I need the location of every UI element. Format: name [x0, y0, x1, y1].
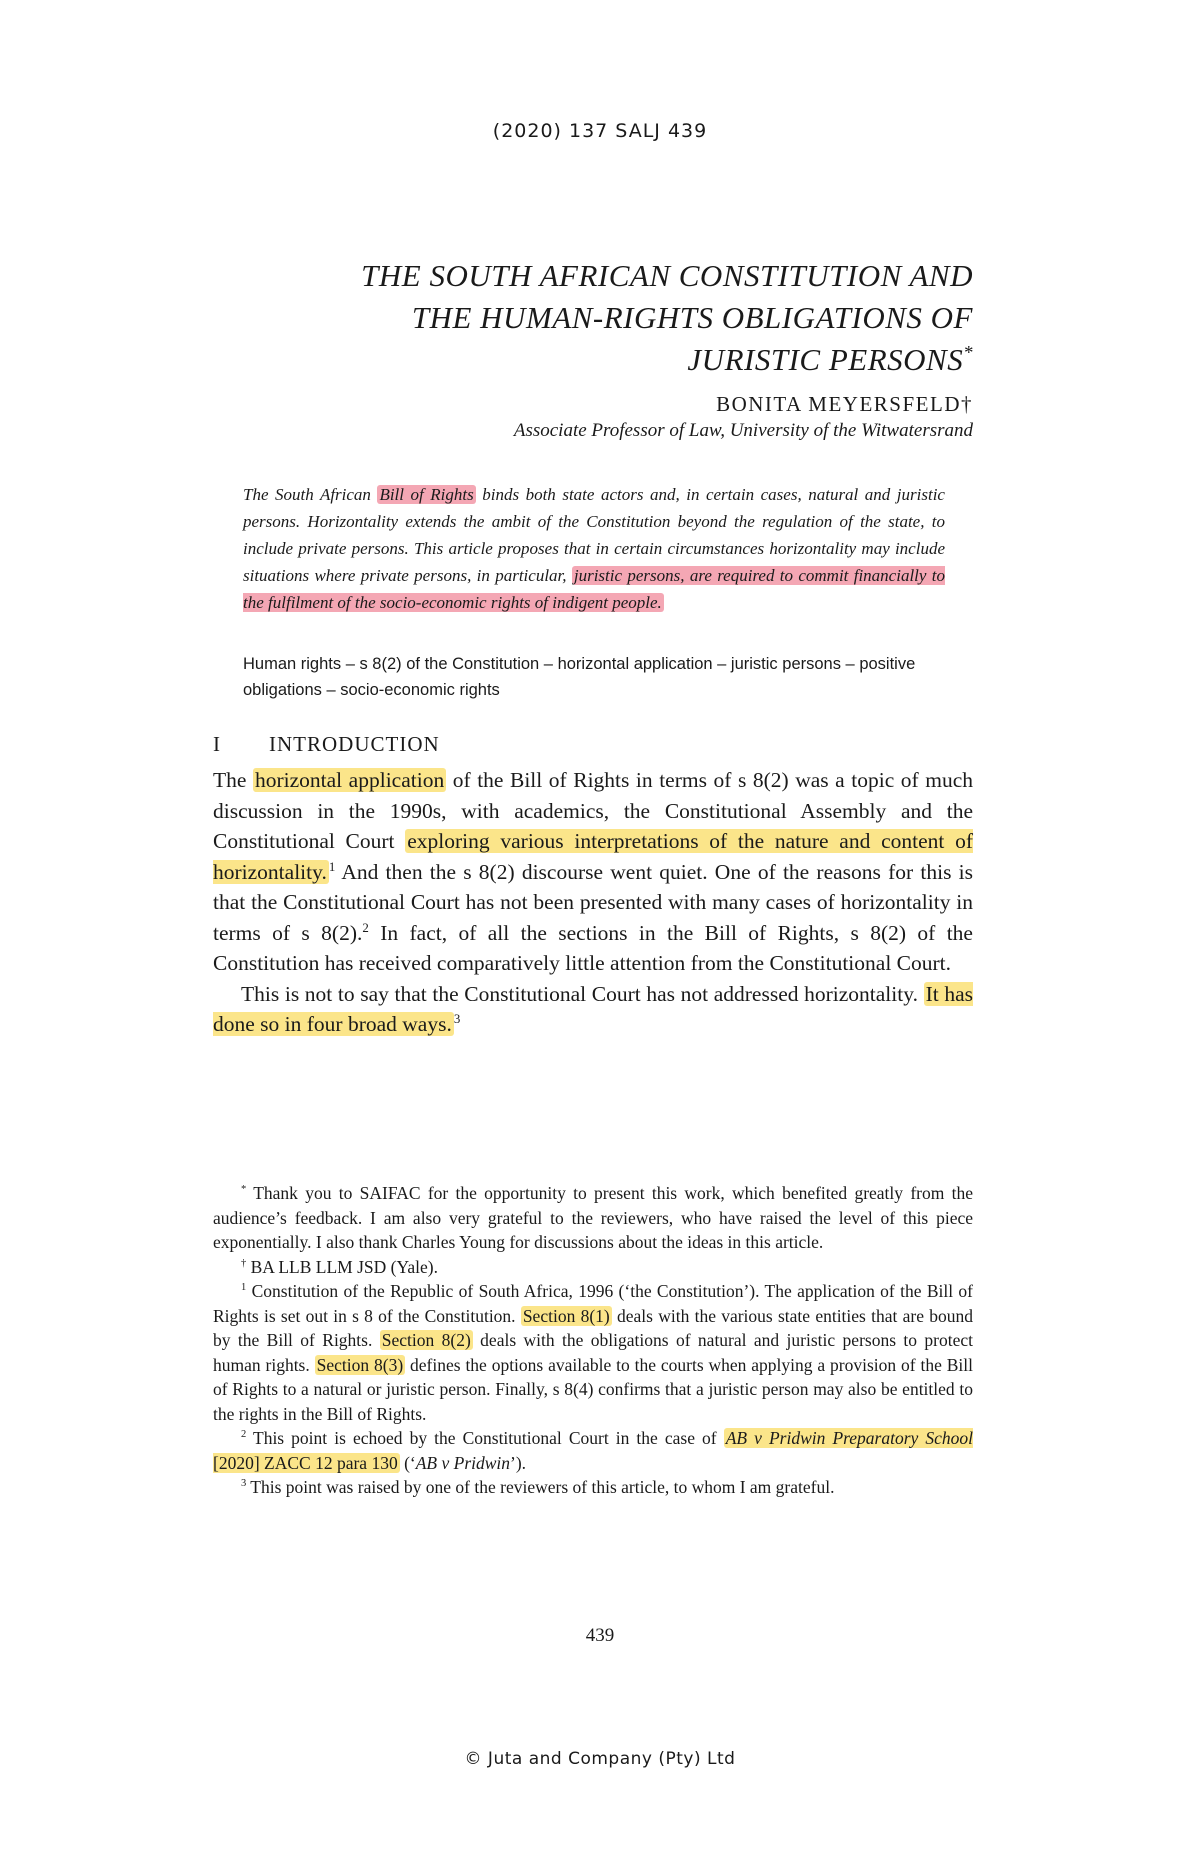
footnote-3-text: This point was raised by one of the reviewers of this article, to whom I am grateful. [246, 1477, 835, 1497]
footnote-1-text-a: Constitution of the Republic of South Africa, 1996 (‘the Constitution’). The application of the Bill of Rights is set out in s 8 of the Constitution. [213, 1281, 973, 1326]
footnote-star-text: Thank you to SAIFAC for the opportunity to present this work, which benefited greatly from the audience’s feedback. I am also very grateful to the reviewers, who have raised the level of this piece exponentially. I also thank Charles Young for discussions about the ideas in this article. [213, 1183, 973, 1252]
footnote-star-mark: * [241, 1184, 247, 1196]
author-name-text: BONITA MEYERSFELD [716, 392, 961, 416]
footnote-1-text-c: deals with the obligations of natural and juristic persons to protect human rights. [213, 1330, 973, 1375]
body-text [213, 765, 973, 1040]
footnote-3-mark: 3 [241, 1478, 247, 1490]
footnote-1 [213, 1279, 973, 1426]
footnote-1-mark: 1 [241, 1282, 247, 1294]
p2-text-a: This is not to say that the Constitutional Court has not addressed horizontality. [241, 981, 924, 1006]
abstract-text-1: The South African [243, 485, 378, 504]
footnote-case-name: AB v Pridwin Preparatory School [725, 1428, 974, 1448]
page-number: 439 [585, 1625, 615, 1646]
journal-citation: (2020) 137 SALJ 439 [492, 120, 708, 142]
footnote-star [213, 1181, 973, 1255]
paragraph-2 [213, 979, 973, 1040]
footnote-2 [213, 1426, 973, 1475]
title-footnote-mark: * [963, 342, 973, 364]
title-line-3-text: JURISTIC PERSONS [687, 342, 964, 377]
body-highlight-horizontal-application[interactable]: horizontal application [254, 768, 445, 792]
p1-text-a: The [213, 768, 253, 792]
body-highlight-exploring[interactable]: exploring various interpretations of the nature and content of horizontality. [213, 829, 973, 884]
footnote-ref-1[interactable]: 1 [328, 859, 336, 874]
footnote-dagger-text: BA LLB LLM JSD (Yale). [246, 1256, 438, 1277]
title-line-1: THE SOUTH AFRICAN CONSTITUTION AND [361, 258, 973, 293]
footnote-case-citation: [2020] ZACC 12 para 130 [213, 1452, 398, 1473]
article-title [213, 255, 973, 381]
footnote-1-text-d: defines the options available to the courts when applying a provision of the Bill of Rights to a natural or juristic person. Finally, s 8(4) confirms that a juristic person may also be entitled to the rights in the Bill of Rights. [213, 1354, 973, 1424]
section-heading [213, 732, 440, 757]
paragraph-1 [213, 765, 973, 979]
author-affiliation: Associate Professor of Law, University of the Witwatersrand [513, 420, 973, 441]
footnote-dagger-mark: † [241, 1257, 247, 1269]
footnote-ref-3[interactable]: 3 [453, 1011, 461, 1026]
abstract-highlight-2[interactable]: juristic persons, are required to commit financially to the fulfilment of the socio-economic rights of indigent people. [243, 566, 945, 612]
footnote-ref-2[interactable]: 2 [362, 920, 369, 935]
p1-text-c: And then the s 8(2) discourse went quiet. One of the reasons for this is that the Constitutional Court has not been presented with many cases of horizontality in terms of s 8(2). [213, 859, 973, 945]
p1-text-b: of the Bill of Rights in terms of s 8(2) was a topic of much discussion in the 1990s, with academics, the Constitutional Assembly and the Constitutional Court [213, 768, 973, 853]
footnote-highlight-section-8-2[interactable]: Section 8(2) [381, 1330, 471, 1350]
section-number: I [213, 732, 221, 756]
author-name [716, 392, 973, 417]
footnote-2-text-b: (‘ [399, 1452, 416, 1473]
abstract-highlight-1[interactable]: Bill of Rights [379, 485, 474, 504]
author-footnote-mark: † [961, 392, 973, 416]
footnote-2-text-a: This point is echoed by the Constitutional Court in the case of [246, 1428, 724, 1448]
footnote-dagger [213, 1255, 973, 1280]
footnote-highlight-section-8-1[interactable]: Section 8(1) [522, 1305, 610, 1326]
abstract [243, 481, 945, 616]
footnote-2-text-c: ’). [510, 1452, 527, 1473]
footnote-2-mark: 2 [241, 1429, 247, 1441]
footnote-3 [213, 1475, 973, 1500]
p1-text-d: In fact, of all the sections in the Bill of Rights, s 8(2) of the Constitution has received comparatively little attention from the Constitutional Court. [213, 920, 973, 975]
footnote-highlight-section-8-3[interactable]: Section 8(3) [316, 1354, 404, 1375]
footnote-2-short-name: AB v Pridwin [415, 1452, 511, 1473]
body-highlight-four-ways[interactable]: It has done so in four broad ways. [213, 981, 973, 1036]
section-title: INTRODUCTION [269, 732, 440, 756]
footnote-1-text-b: deals with the various state entities that are bound by the Bill of Rights. [213, 1305, 973, 1350]
footnotes [213, 1181, 973, 1500]
abstract-text-2: binds both state actors and, in certain cases, natural and juristic persons. Horizontality extends the ambit of the Constitution beyond the regulation of the state, to include private persons. This article proposes that in certain circumstances horizontality may include situations where private persons, in particular, [243, 485, 945, 585]
title-line-2: THE HUMAN-RIGHTS OBLIGATIONS OF [411, 300, 973, 335]
keywords: Human rights – s 8(2) of the Constitution – horizontal application – juristic persons – positive obligations – socio-economic rights [243, 655, 916, 699]
title-line-3 [213, 339, 973, 381]
copyright-notice: © Juta and Company (Pty) Ltd [464, 1749, 736, 1769]
